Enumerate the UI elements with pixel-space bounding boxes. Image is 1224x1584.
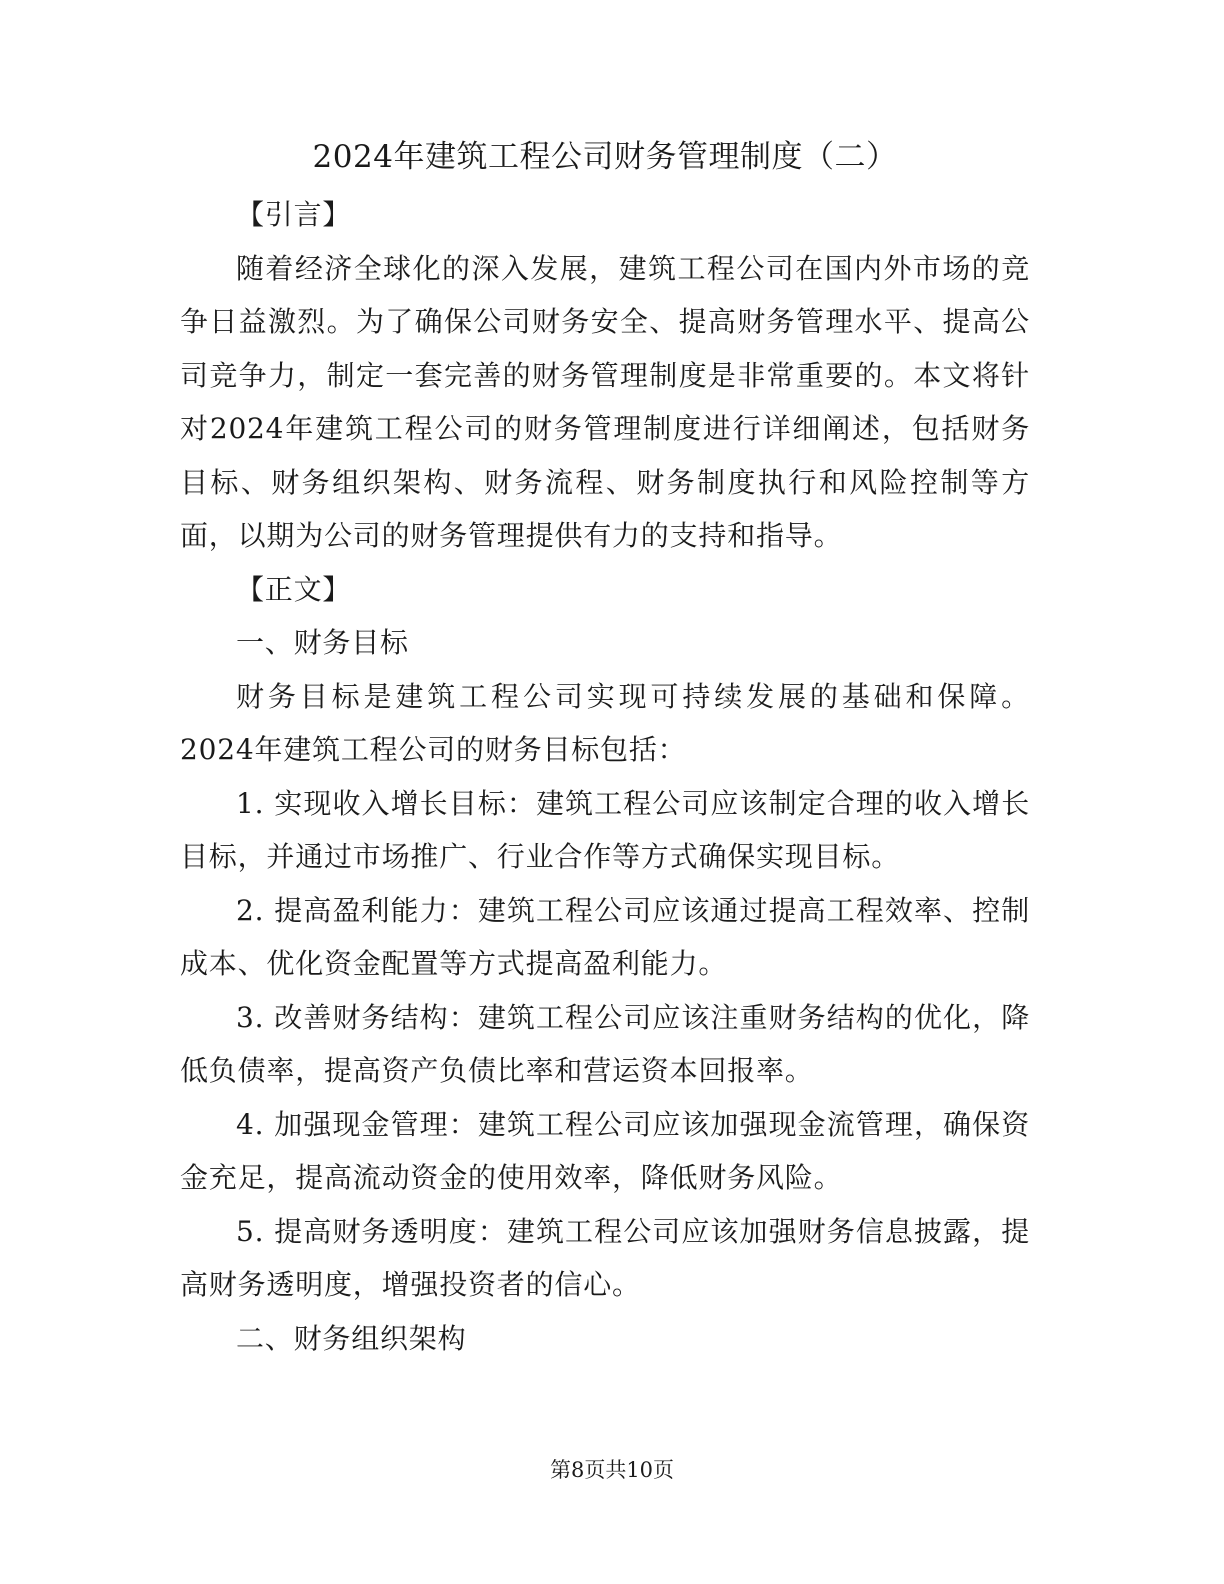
list-item: 4. 加强现金管理：建筑工程公司应该加强现金流管理，确保资金充足，提高流动资金的使用效率，降低财务风险。 (180, 1107, 1030, 1194)
list-item: 2. 提高盈利能力：建筑工程公司应该通过提高工程效率、控制成本、优化资金配置等方式提高盈利能力。 (180, 893, 1030, 980)
goals-intro-paragraph: 财务目标是建筑工程公司实现可持续发展的基础和保障。2024年建筑工程公司的财务目标包括： (180, 679, 1030, 766)
section-heading-intro: 【引言】 (236, 198, 352, 231)
list-item: 3. 改善财务结构：建筑工程公司应该注重财务结构的优化，降低负债率，提高资产负债比率和营运资本回报率。 (180, 1000, 1030, 1087)
page-number: 第8页共10页 (549, 1458, 675, 1482)
intro-paragraph: 随着经济全球化的深入发展，建筑工程公司在国内外市场的竞争日益激烈。为了确保公司财务安全、提高财务管理水平、提高公司竞争力，制定一套完善的财务管理制度是非常重要的。本文将针对2024年建筑工程公司的财务管理制度进行详细阐述，包括财务目标、财务组织架构、财务流程、财务制度执行和风险控制等方面，以期为公司的财务管理提供有力的支持和指导。 (180, 251, 1030, 552)
document-page (180, 130, 1030, 1365)
list-item: 5. 提高财务透明度：建筑工程公司应该加强财务信息披露，提高财务透明度，增强投资者的信心。 (180, 1214, 1030, 1301)
list-item: 1. 实现收入增长目标：建筑工程公司应该制定合理的收入增长目标，并通过市场推广、行业合作等方式确保实现目标。 (180, 786, 1030, 873)
section-heading-org-structure: 二、财务组织架构 (236, 1321, 467, 1355)
section-heading-body: 【正文】 (236, 572, 352, 606)
section-heading-financial-goals: 一、财务目标 (236, 626, 409, 659)
document-title: 2024年建筑工程公司财务管理制度（二） (312, 139, 898, 175)
